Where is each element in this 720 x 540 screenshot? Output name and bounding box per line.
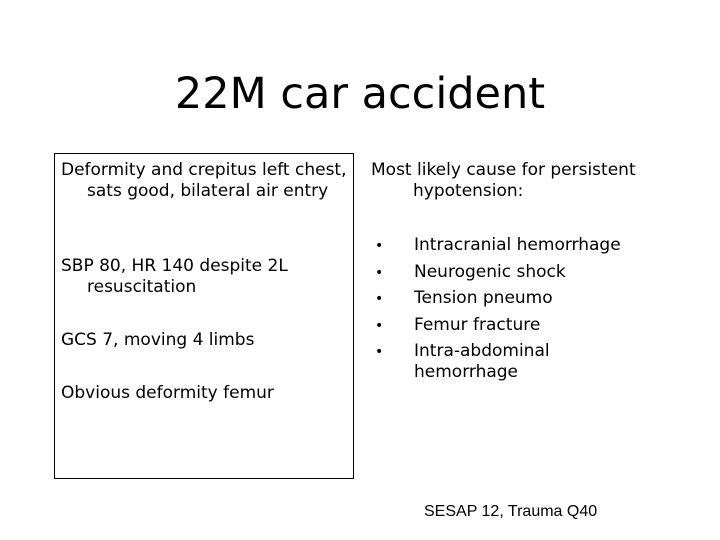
source-citation: SESAP 12, Trauma Q40 <box>424 503 598 520</box>
answer-options-list <box>371 233 671 383</box>
answer-option-femur-fracture <box>371 313 671 340</box>
case-item-femur: Obvious deformity femur <box>61 383 274 403</box>
question-prompt: Most likely cause for persistent hypotension: <box>371 160 636 201</box>
case-item-chest-findings: Deformity and crepitus left chest, sats good, bilateral air entry <box>61 160 347 201</box>
answer-option-tension-pneumo <box>371 286 671 313</box>
bullet-icon: • <box>375 238 384 254</box>
bullet-icon: • <box>375 291 384 307</box>
answer-option-label: Neurogenic shock <box>414 261 566 282</box>
answer-option-label: Intracranial hemorrhage <box>414 235 621 255</box>
slide-title: 22M car accident <box>174 69 546 119</box>
answer-option-intracranial-hemorrhage <box>371 233 671 260</box>
bullet-icon: • <box>375 344 384 360</box>
case-item-vitals: SBP 80, HR 140 despite 2L resuscitation <box>61 256 288 297</box>
bullet-icon: • <box>375 264 384 281</box>
answer-option-label: Intra-abdominal hemorrhage <box>414 341 550 382</box>
answer-option-label: Tension pneumo <box>414 288 553 308</box>
answer-option-label: Femur fracture <box>414 314 541 335</box>
answer-option-neurogenic-shock <box>371 260 671 287</box>
answer-option-intra-abdominal-hemorrhage <box>371 339 671 383</box>
bullet-icon: • <box>375 317 384 334</box>
case-item-gcs: GCS 7, moving 4 limbs <box>61 330 255 350</box>
